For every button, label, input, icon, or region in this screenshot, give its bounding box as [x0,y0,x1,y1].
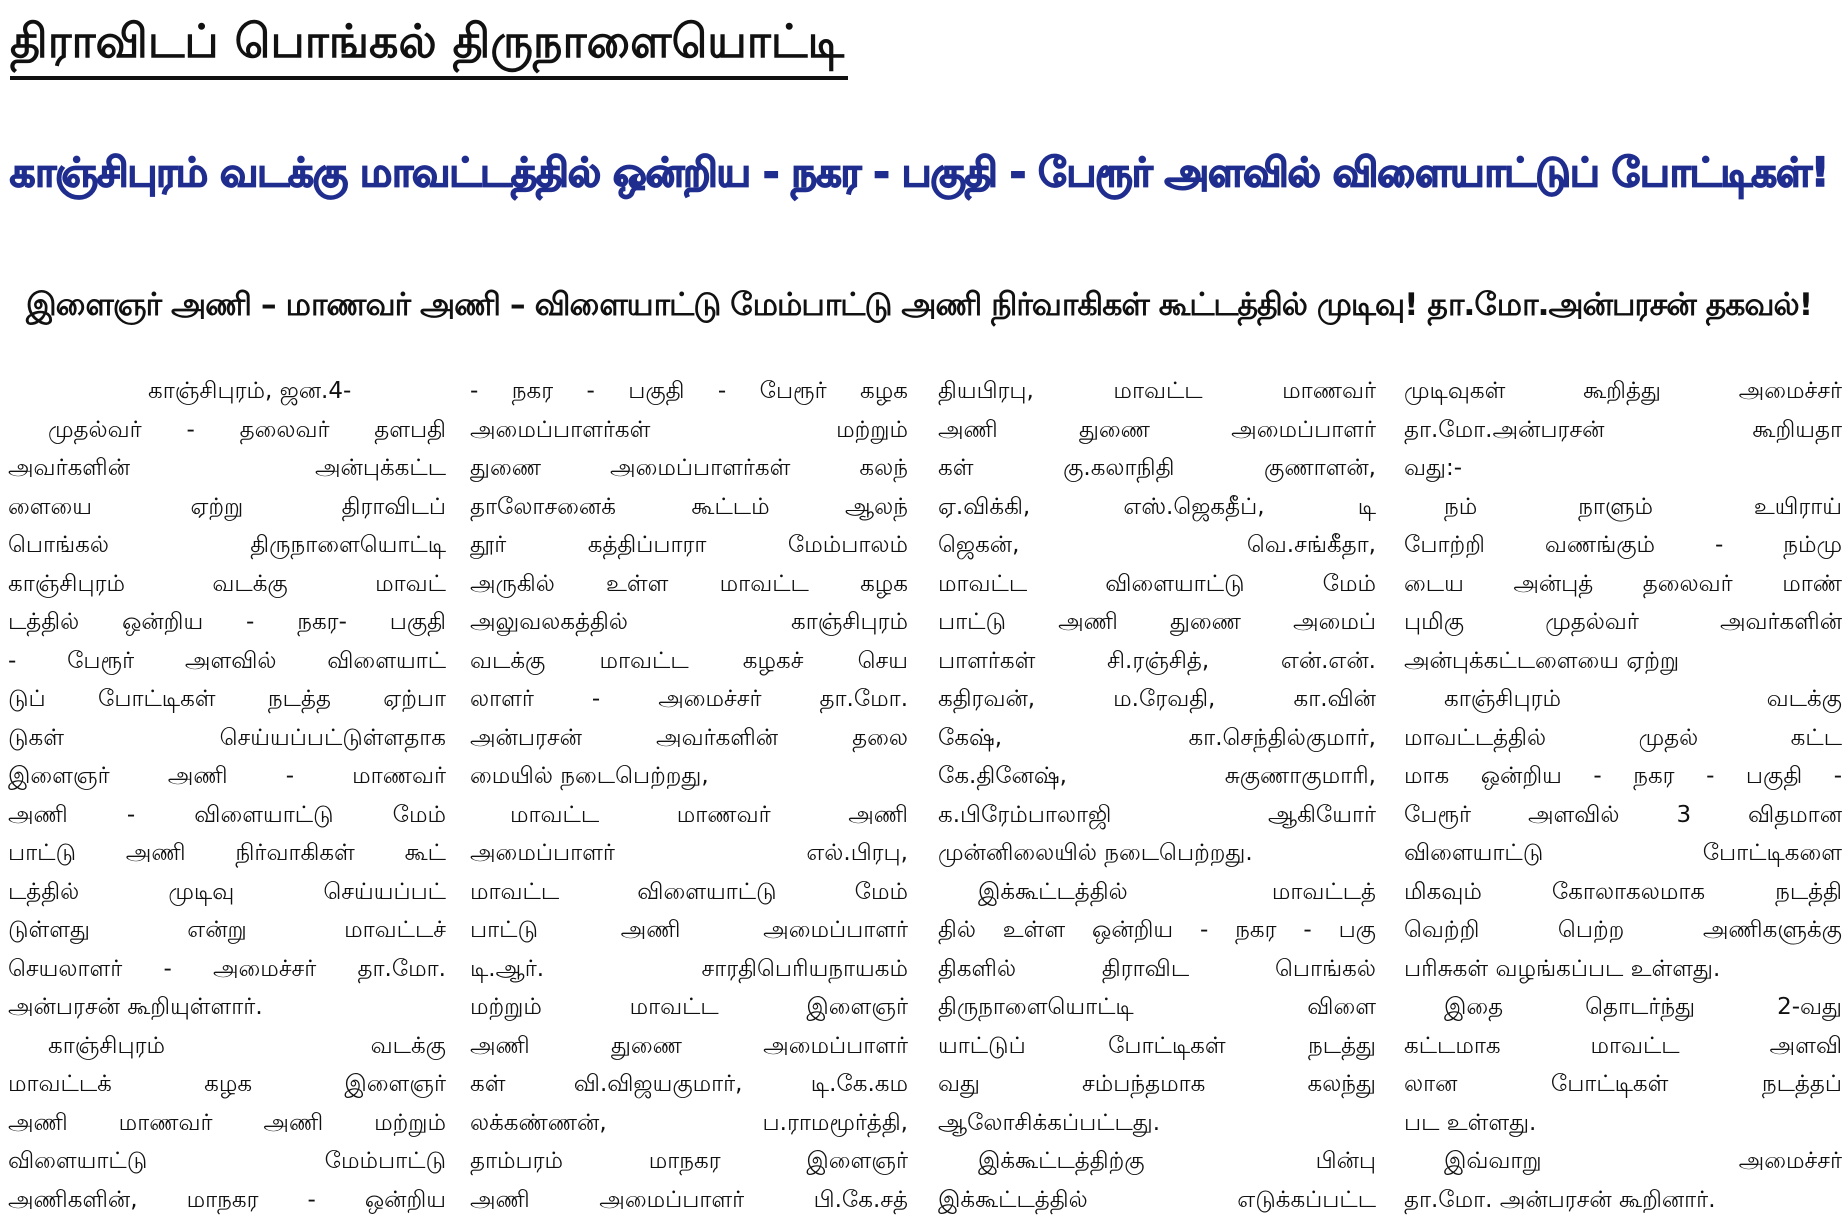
text-line: ஜெகன், வெ.சங்கீதா, [938,526,1376,565]
text-line: துணை அமைப்பாளர்கள் கலந் [470,449,908,488]
text-line: மாவட்ட விளையாட்டு மேம் [938,565,1376,604]
text-line: டுகள் செய்யப்பட்டுள்ளதாக [8,719,446,758]
text-line: அலுவலகத்தில் காஞ்சிபுரம் [470,603,908,642]
article-body [8,372,1834,1186]
text-line: இக்கூட்டத்தில் மாவட்டத் [938,873,1376,912]
text-line: காஞ்சிபுரம் வடக்கு [1404,680,1842,719]
text-line: அன்பரசன் அவர்களின் தலை [470,719,908,758]
text-line: மாவட்டக் கழக இளைஞர் [8,1065,446,1104]
text-line: டுள்ளது என்று மாவட்டச் [8,911,446,950]
text-line: அருகில் உள்ள மாவட்ட கழக [470,565,908,604]
text-line: பரிசுகள் வழங்கப்பட உள்ளது. [1404,950,1842,989]
text-line: பாட்டு அணி நிர்வாகிகள் கூட் [8,834,446,873]
article-column-4 [1404,372,1842,1186]
text-line: தூர் கத்திப்பாரா மேம்பாலம் [470,526,908,565]
text-line: லக்கண்ணன், ப.ராமமூர்த்தி, [470,1104,908,1143]
text-line: விளையாட்டு மேம்பாட்டு [8,1142,446,1181]
text-line: தில் உள்ள ஒன்றிய - நகர - பகு [938,911,1376,950]
article-kicker: திராவிடப் பொங்கல் திருநாளையொட்டி [10,6,848,80]
text-line: முதல்வர் - தலைவர் தளபதி [8,411,446,450]
text-line: தியபிரபு, மாவட்ட மாணவர் [938,372,1376,411]
text-line: வது சம்பந்தமாக கலந்து [938,1065,1376,1104]
text-line: பேரூர் அளவில் 3 விதமான [1404,796,1842,835]
text-line: பாளர்கள் சி.ரஞ்சித், என்.என். [938,642,1376,681]
text-line: மாவட்ட மாணவர் அணி [470,796,908,835]
text-line: புமிகு முதல்வர் அவர்களின் [1404,603,1842,642]
text-line: அன்புக்கட்டளையை ஏற்று [1404,642,1842,681]
text-line: கே.தினேஷ், சுகுணாகுமாரி, [938,757,1376,796]
dateline: காஞ்சிபுரம், ஜன.4- [8,372,446,411]
text-line: கள் வி.விஜயகுமார், டி.கே.கம [470,1065,908,1104]
text-line: டுப் போட்டிகள் நடத்த ஏற்பா [8,680,446,719]
text-line: திருநாளையொட்டி விளை [938,988,1376,1027]
text-line: கள் கு.கலாநிதி குணாளன், [938,449,1376,488]
text-line: பாட்டு அணி அமைப்பாளர் [470,911,908,950]
text-line: பாட்டு அணி துணை அமைப் [938,603,1376,642]
text-line: வடக்கு மாவட்ட கழகச் செய [470,642,908,681]
text-line: திகளில் திராவிட பொங்கல் [938,950,1376,989]
text-line: மற்றும் மாவட்ட இளைஞர் [470,988,908,1027]
text-line: - பேரூர் அளவில் விளையாட் [8,642,446,681]
text-line: அணி துணை அமைப்பாளர் [470,1027,908,1066]
text-line: இதை தொடர்ந்து 2-வது [1404,988,1842,1027]
text-line: விளையாட்டு போட்டிகளை [1404,834,1842,873]
text-line: வது:- [1404,449,1842,488]
text-line: செயலாளர் - அமைச்சர் தா.மோ. [8,950,446,989]
article-subheadline: இளைஞர் அணி – மாணவர் அணி – விளையாட்டு மேம்பாட்டு அணி நிர்வாகிகள் கூட்டத்தில் முடிவு! தா.மோ.அன்பரசன் தகவல்! [20,265,1818,345]
text-line: அமைப்பாளர்கள் மற்றும் [470,411,908,450]
text-line: மிகவும் கோலாகலமாக நடத்தி [1404,873,1842,912]
text-line: அன்பரசன் கூறியுள்ளார். [8,988,446,1027]
text-line: பொங்கல் திருநாளையொட்டி [8,526,446,565]
text-line: ஏ.விக்கி, எஸ்.ஜெகதீப், டி [938,488,1376,527]
text-line: வெற்றி பெற்ற அணிகளுக்கு [1404,911,1842,950]
text-line: யாட்டுப் போட்டிகள் நடத்து [938,1027,1376,1066]
text-line: மாவட்ட விளையாட்டு மேம் [470,873,908,912]
text-line: ஆலோசிக்கப்பட்டது. [938,1104,1376,1143]
text-line: தாம்பரம் மாநகர இளைஞர் [470,1142,908,1181]
text-line: இளைஞர் அணி - மாணவர் [8,757,446,796]
text-line: நம் நாளும் உயிராய் [1404,488,1842,527]
text-line: மாவட்டத்தில் முதல் கட்ட [1404,719,1842,758]
text-line: தா.மோ. அன்பரசன் கூறினார். [1404,1181,1842,1219]
text-line: தாலோசனைக் கூட்டம் ஆலந் [470,488,908,527]
text-line: க.பிரேம்பாலாஜி ஆகியோர் [938,796,1376,835]
text-line: முடிவுகள் கூறித்து அமைச்சர் [1404,372,1842,411]
text-line: முன்னிலையில் நடைபெற்றது. [938,834,1376,873]
text-line: கேஷ், கா.செந்தில்குமார், [938,719,1376,758]
text-line: மாக ஒன்றிய - நகர - பகுதி - [1404,757,1842,796]
text-line: இவ்வாறு அமைச்சர் [1404,1142,1842,1181]
text-line: கட்டமாக மாவட்ட அளவி [1404,1027,1842,1066]
text-line: அமைப்பாளர் எல்.பிரபு, [470,834,908,873]
article-column-2 [470,372,908,1186]
text-line: இக்கூட்டத்தில் எடுக்கப்பட்ட [938,1181,1376,1219]
text-line: அணி - விளையாட்டு மேம் [8,796,446,835]
text-line: டத்தில் ஒன்றிய - நகர- பகுதி [8,603,446,642]
text-line: அணிகளின், மாநகர - ஒன்றிய [8,1181,446,1219]
text-line: டத்தில் முடிவு செய்யப்பட் [8,873,446,912]
text-line: அணி துணை அமைப்பாளர் [938,411,1376,450]
article-column-3 [938,372,1376,1186]
text-line: காஞ்சிபுரம் வடக்கு மாவட் [8,565,446,604]
text-line: மையில் நடைபெற்றது, [470,757,908,796]
text-line: அணி மாணவர் அணி மற்றும் [8,1104,446,1143]
text-line: இக்கூட்டத்திற்கு பின்பு [938,1142,1376,1181]
text-line: - நகர - பகுதி - பேரூர் கழக [470,372,908,411]
text-line: காஞ்சிபுரம் வடக்கு [8,1027,446,1066]
text-line: டி.ஆர். சாரதிபெரியநாயகம் [470,950,908,989]
article-headline: காஞ்சிபுரம் வடக்கு மாவட்டத்தில் ஒன்றிய - நகர - பகுதி - பேரூர் அளவில் விளையாட்டுப் போட்டிகள்! [6,98,1832,248]
text-line: அவர்களின் அன்புக்கட்ட [8,449,446,488]
text-line: லாளர் - அமைச்சர் தா.மோ. [470,680,908,719]
text-line: டைய அன்புத் தலைவர் மாண் [1404,565,1842,604]
text-line: கதிரவன், ம.ரேவதி, கா.வின் [938,680,1376,719]
text-line: பட உள்ளது. [1404,1104,1842,1143]
article-column-1 [8,372,446,1186]
text-line: ளையை ஏற்று திராவிடப் [8,488,446,527]
text-line: தா.மோ.அன்பரசன் கூறியதா [1404,411,1842,450]
text-line: அணி அமைப்பாளர் பி.கே.சத் [470,1181,908,1219]
text-line: லான போட்டிகள் நடத்தப் [1404,1065,1842,1104]
text-line: போற்றி வணங்கும் - நம்மு [1404,526,1842,565]
